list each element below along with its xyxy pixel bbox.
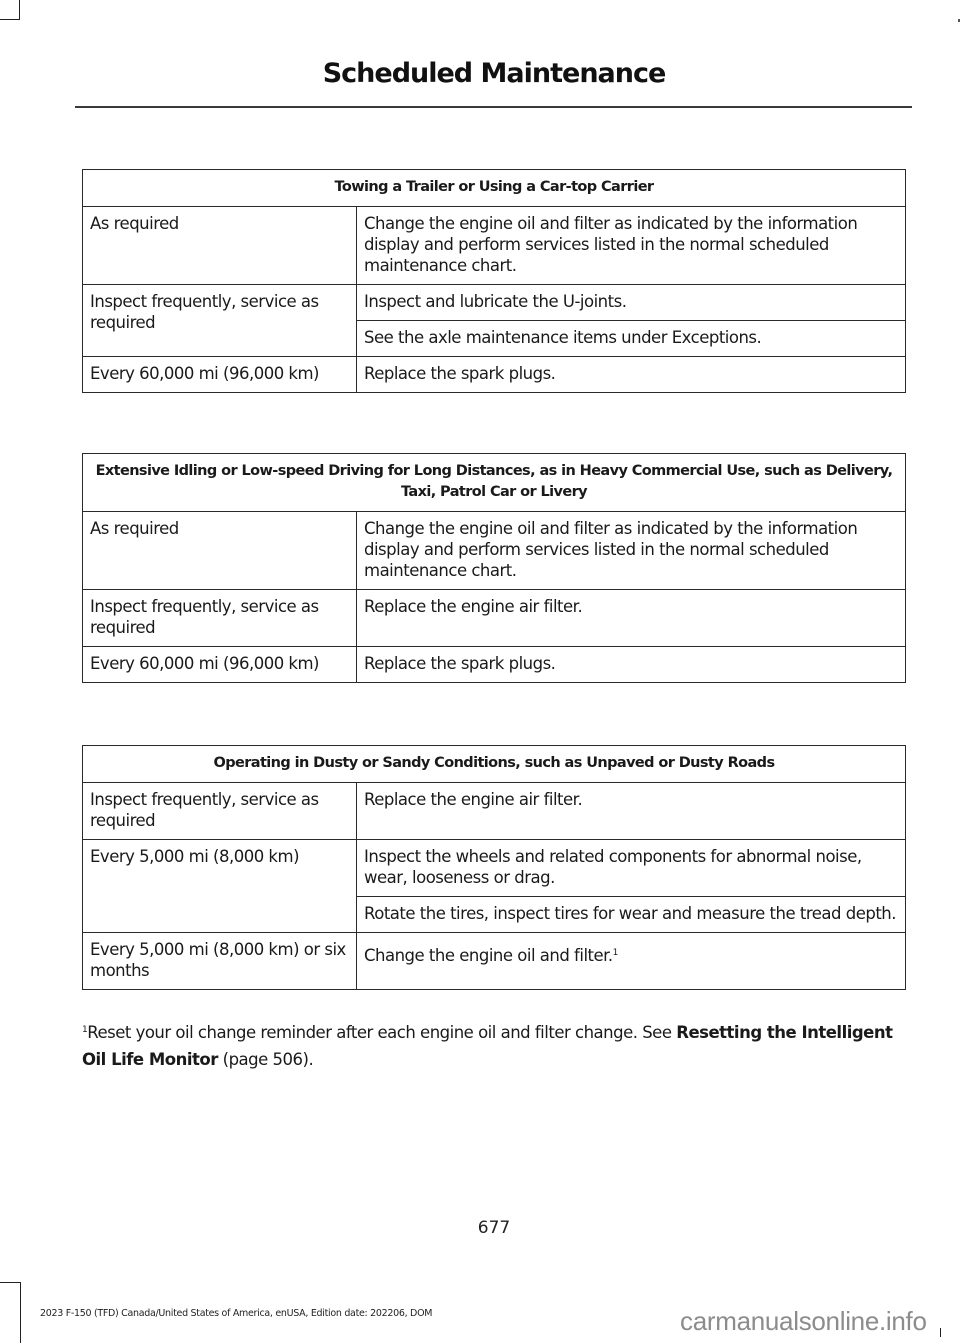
table-row xyxy=(83,933,906,990)
interval-cell: Every 60,000 mi (96,000 km) xyxy=(83,647,357,683)
action-cell: Replace the engine air filter. xyxy=(357,783,906,840)
footnote-text: Reset your oil change reminder after each engine oil and filter change. See xyxy=(87,1023,677,1042)
action-cell: Replace the engine air filter. xyxy=(357,590,906,647)
page-title: Scheduled Maintenance xyxy=(322,58,666,89)
action-cell xyxy=(357,933,906,990)
table-row xyxy=(83,512,906,590)
interval-cell: Every 5,000 mi (8,000 km) xyxy=(83,840,357,933)
table-row xyxy=(83,840,906,897)
page-number: 677 xyxy=(477,1218,511,1238)
interval-cell: As required xyxy=(83,512,357,590)
footnote-suffix: (page 506). xyxy=(217,1050,314,1069)
edition-info: 2023 F-150 (TFD) Canada/United States of America, enUSA, Edition date: 202206, DOM xyxy=(40,1308,433,1319)
crop-mark-bottom-right xyxy=(940,1328,941,1337)
table-row xyxy=(83,285,906,321)
idling-maintenance-table xyxy=(82,453,906,683)
action-cell: Inspect and lubricate the U-joints. xyxy=(357,285,906,321)
crop-mark-top-left xyxy=(0,0,20,20)
action-cell: See the axle maintenance items under Exceptions. xyxy=(357,321,906,357)
towing-maintenance-table xyxy=(82,169,906,393)
interval-cell: Inspect frequently, service as required xyxy=(83,783,357,840)
title-divider xyxy=(75,106,912,108)
interval-cell: Inspect frequently, service as required xyxy=(83,590,357,647)
table-row xyxy=(83,207,906,285)
action-cell: Inspect the wheels and related components for abnormal noise, wear, looseness or drag. xyxy=(357,840,906,897)
table-row xyxy=(83,357,906,393)
action-cell: Change the engine oil and filter as indicated by the information display and perform services listed in the normal scheduled maintenance chart. xyxy=(357,207,906,285)
action-text: Change the engine oil and filter. xyxy=(364,946,613,965)
table-row xyxy=(83,647,906,683)
action-cell: Change the engine oil and filter as indicated by the information display and perform services listed in the normal scheduled maintenance chart. xyxy=(357,512,906,590)
table-row xyxy=(83,783,906,840)
table-header-row xyxy=(83,170,906,207)
crop-mark-bottom-left xyxy=(0,1282,21,1343)
interval-cell: Every 60,000 mi (96,000 km) xyxy=(83,357,357,393)
watermark: carmanualsonline.info xyxy=(680,1306,927,1336)
action-cell: Rotate the tires, inspect tires for wear and measure the tread depth. xyxy=(357,897,906,933)
table-heading: Towing a Trailer or Using a Car-top Carrier xyxy=(83,170,906,207)
table-header-row xyxy=(83,746,906,783)
interval-cell: As required xyxy=(83,207,357,285)
footnote-ref: 1 xyxy=(612,948,618,958)
table-heading: Operating in Dusty or Sandy Conditions, such as Unpaved or Dusty Roads xyxy=(83,746,906,783)
footnote-marker: 1 xyxy=(82,1025,88,1035)
footnote-link[interactable]: Resetting the Intelligent Oil Life Monitor xyxy=(82,1023,893,1069)
action-cell: Replace the spark plugs. xyxy=(357,647,906,683)
interval-cell: Every 5,000 mi (8,000 km) or six months xyxy=(83,933,357,990)
dusty-conditions-maintenance-table xyxy=(82,745,906,990)
table-heading: Extensive Idling or Low-speed Driving for Long Distances, as in Heavy Commercial Use, such as Delivery, Taxi, Patrol Car or Livery xyxy=(83,454,906,512)
table-header-row xyxy=(83,454,906,512)
interval-cell: Inspect frequently, service as required xyxy=(83,285,357,357)
footnote xyxy=(82,1019,912,1073)
action-cell: Replace the spark plugs. xyxy=(357,357,906,393)
table-row xyxy=(83,590,906,647)
